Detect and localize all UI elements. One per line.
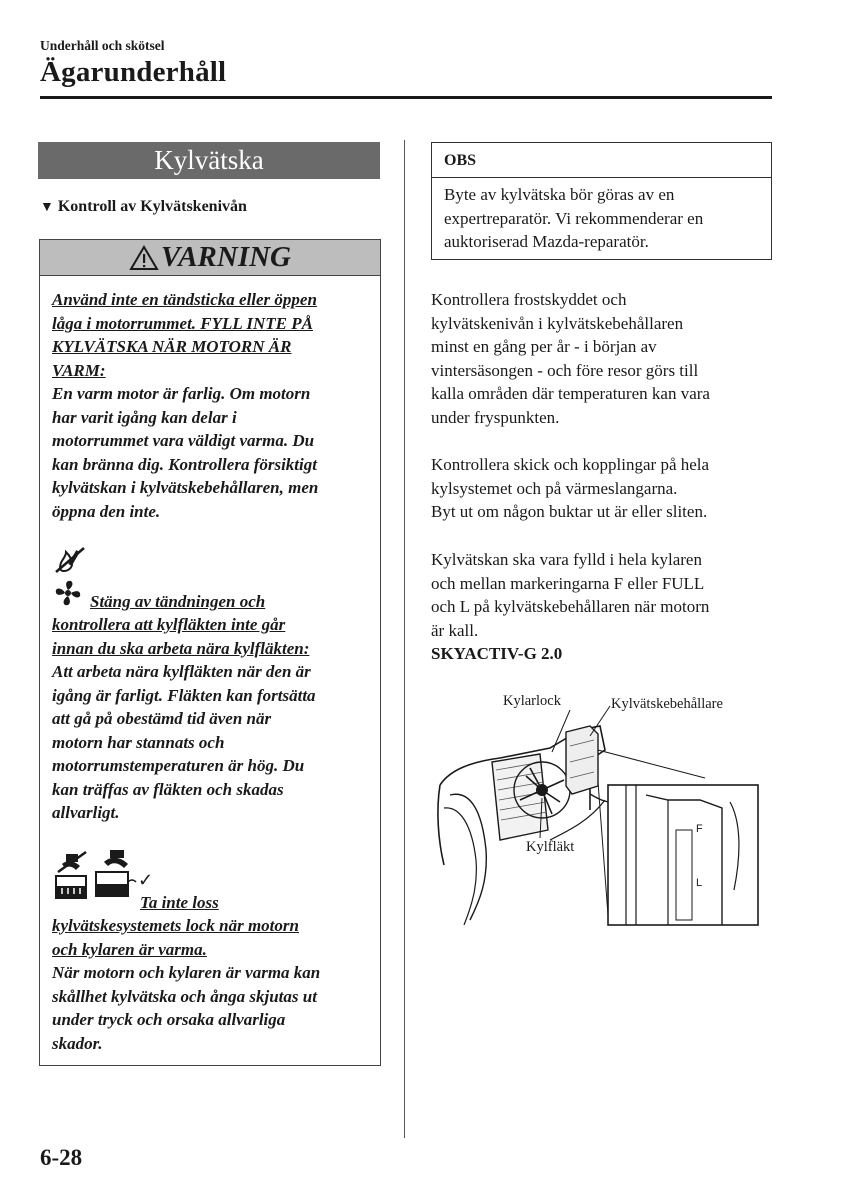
check-mark-icon: ✓: [138, 870, 154, 890]
pressure-cap-icon: [90, 846, 140, 900]
column-divider: [404, 140, 405, 1138]
page-number: 6-28: [40, 1145, 83, 1170]
warning-line: motorn har stannats och: [52, 732, 225, 752]
text-line: minst en gång per år - i början av: [431, 337, 657, 356]
warning-paragraph-3-lead: [140, 891, 370, 915]
paragraph-frost-check: [431, 288, 776, 429]
subheading-text: Kontroll av Kylvätskenivån: [57, 198, 247, 215]
warning-line: Att arbeta nära kylfläkten när den är: [52, 662, 311, 681]
triangle-bullet-icon: ▼: [40, 200, 54, 215]
warning-line: skador.: [52, 1033, 103, 1053]
no-flame-icon: [54, 546, 86, 574]
warning-line: kylvätskesystemets lock när motorn: [52, 916, 299, 935]
warning-line: under tryck och orsaka allvarliga: [52, 1010, 286, 1029]
warning-line: motorrumstemperaturen är hög. Du: [52, 756, 305, 775]
warning-line: VARM:: [52, 360, 106, 380]
paragraph-hoses-check: [431, 453, 776, 524]
warning-line: öppna den inte.: [52, 501, 161, 521]
text-line: kylvätskenivån i kylvätskebehållaren: [431, 313, 684, 333]
svg-text:L: L: [696, 877, 703, 889]
text-line: och mellan markeringarna F eller FULL: [431, 573, 705, 593]
text-line: Kylvätskan ska vara fylld i hela kylaren: [431, 550, 702, 569]
warning-line: har varit igång kan delar i: [52, 407, 237, 427]
warning-paragraph-2-lead: [90, 590, 380, 614]
warning-paragraph-2: [52, 613, 372, 825]
warning-line: allvarligt.: [52, 803, 120, 822]
warning-paragraph-3: [52, 914, 372, 1055]
note-title: OBS: [432, 143, 771, 178]
warning-line: Använd inte en tändsticka eller öppen: [52, 290, 317, 309]
engine-bay-illustration: [430, 690, 775, 940]
text-line: Kontrollera skick och kopplingar på hela: [431, 455, 710, 474]
warning-box: [39, 239, 381, 1066]
warning-line: Stäng av tändningen och: [90, 592, 266, 611]
warning-line: kan bränna dig. Kontrollera försiktigt: [52, 454, 317, 474]
warning-line: igång är farligt. Fläkten kan fortsätta: [52, 685, 316, 705]
warning-line: kontrollera att kylfläkten inte går: [52, 615, 286, 634]
label-coolant-reservoir: Kylvätskebehållare: [611, 696, 723, 712]
header-rule: [40, 96, 772, 99]
note-line: auktoriserad Mazda-reparatör.: [444, 232, 649, 251]
section-title: Kylvätska: [38, 142, 380, 179]
engine-model-heading: SKYACTIV-G 2.0: [431, 644, 563, 663]
text-line: kylsystemet och på värmeslangarna.: [431, 478, 678, 498]
warning-line: kylvätskan i kylvätskebehållaren, men: [52, 478, 319, 497]
warning-line: innan du ska arbeta nära kylfläkten:: [52, 638, 310, 658]
warning-header: [40, 240, 380, 276]
warning-line: låga i motorrummet. FYLL INTE PÅ: [52, 313, 313, 333]
warning-title: VARNING: [161, 241, 291, 273]
section-header: Underhåll och skötsel: [40, 38, 165, 53]
warning-line: Ta inte loss: [140, 893, 219, 912]
note-text: [444, 183, 764, 254]
warning-line: kan träffas av fläkten och skadas: [52, 779, 284, 799]
note-line: Byte av kylvätska bör göras av en: [444, 185, 675, 204]
label-radiator-cap: Kylarlock: [503, 693, 561, 709]
paragraph-fill-level: [431, 548, 776, 666]
warning-line: och kylaren är varma.: [52, 939, 207, 959]
text-line: kalla områden där temperaturen kan vara: [431, 384, 710, 403]
warning-triangle-icon: [129, 245, 159, 271]
note-box: [431, 142, 772, 260]
warning-line: KYLVÄTSKA NÄR MOTORN ÄR: [52, 337, 292, 356]
warning-line: motorrummet vara väldigt varma. Du: [52, 431, 315, 450]
no-open-cap-icon: [52, 850, 92, 900]
text-line: är kall.: [431, 620, 479, 640]
warning-line: skållhet kylvätska och ånga skjutas ut: [52, 986, 317, 1006]
text-line: Byt ut om någon buktar ut är eller sliten.: [431, 502, 708, 521]
text-line: och L på kylvätskebehållaren när motorn: [431, 597, 710, 616]
warning-paragraph-1: [52, 288, 372, 523]
text-line: under fryspunkten.: [431, 407, 560, 427]
note-line: expertreparatör. Vi rekommenderar en: [444, 208, 704, 228]
warning-line: att gå på obestämd tid även när: [52, 709, 272, 728]
page-title: Ägarunderhåll: [40, 56, 227, 88]
subheading: [40, 198, 247, 216]
warning-line: En varm motor är farlig. Om motorn: [52, 384, 311, 403]
label-cooling-fan: Kylfläkt: [526, 839, 575, 855]
warning-line: När motorn och kylaren är varma kan: [52, 963, 321, 982]
text-line: Kontrollera frostskyddet och: [431, 290, 627, 309]
fan-icon: [54, 579, 82, 607]
svg-text:F: F: [696, 823, 703, 835]
text-line: vintersäsongen - och före resor görs till: [431, 360, 699, 380]
